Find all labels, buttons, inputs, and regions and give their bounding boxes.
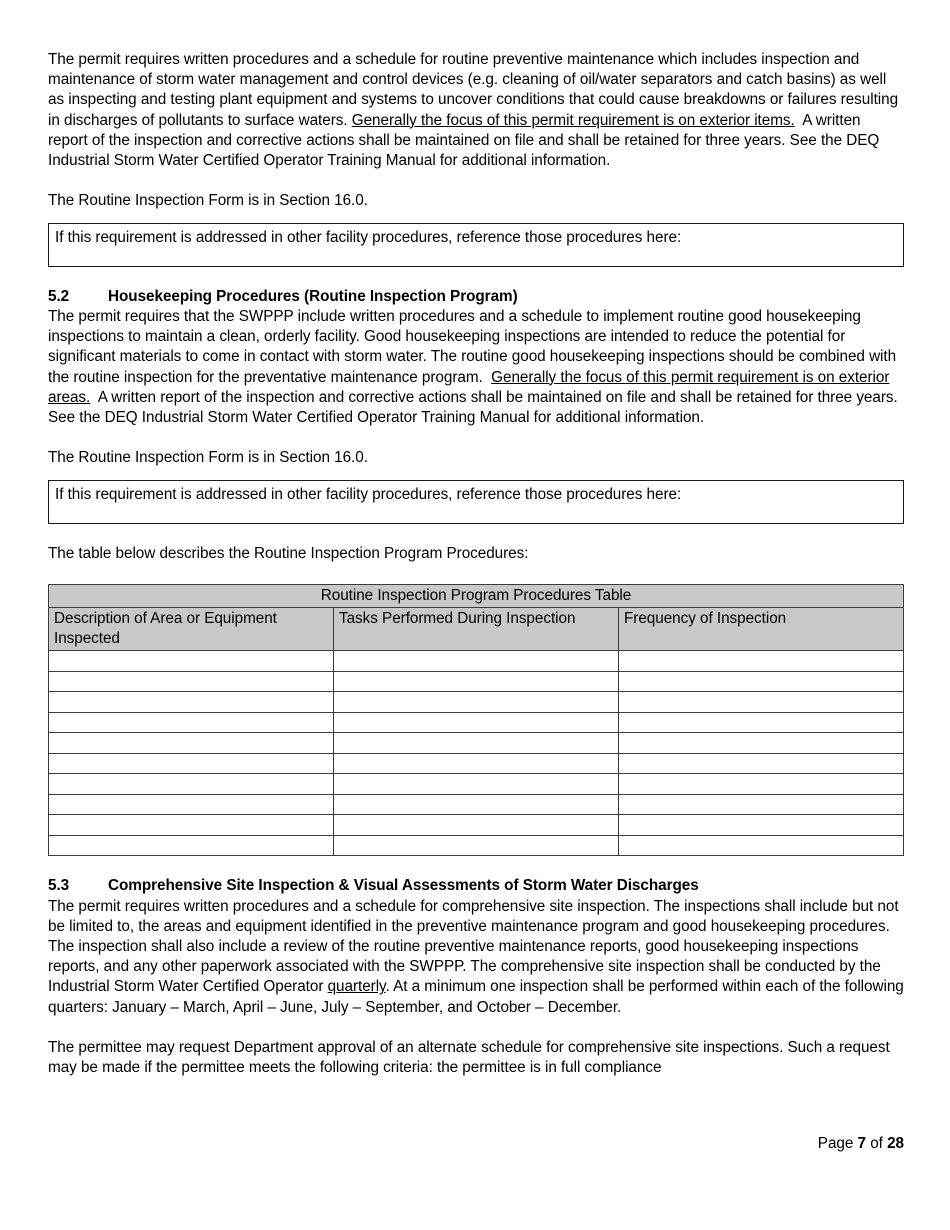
table-cell-frequency[interactable] (619, 815, 904, 836)
table-row[interactable] (49, 733, 904, 754)
table-cell-frequency[interactable] (619, 692, 904, 713)
table-cell-tasks[interactable] (334, 815, 619, 836)
routine-inspection-program-procedures-table (48, 584, 904, 856)
paragraph-alternate-schedule-request: The permittee may request Department approval of an alternate schedule for comprehensive site inspections. Such a request may be made if the permittee meets the following criteria: the permittee is in full compliance (48, 1038, 890, 1077)
box-spacer-top-1 (48, 212, 904, 223)
table-row[interactable] (49, 712, 904, 733)
table-cell-description[interactable] (49, 753, 334, 774)
note-routine-inspection-form-1: The Routine Inspection Form is in Section 16.0. (48, 192, 368, 210)
footer-total-pages: 28 (887, 1135, 904, 1152)
paragraph-spacer (48, 171, 904, 191)
table-caption: Routine Inspection Program Procedures Table (49, 585, 904, 608)
table-row[interactable] (49, 651, 904, 672)
paragraph-comprehensive-site-inspection (48, 897, 904, 1018)
paragraph-5-2-part1: The permit requires that the SWPPP include written procedures and a schedule to implement routine good housekeeping inspections to maintain a clean, orderly facility. Good housekeeping inspections are intended to reduce the potential for significant materials to come in contact with storm water. The routine good housekeeping inspections should be combined with the routine inspection for the preventative maintenance program. (48, 308, 897, 386)
table-cell-tasks[interactable] (334, 835, 619, 856)
table-column-header-frequency: Frequency of Inspection (619, 608, 904, 651)
table-caption-row (49, 585, 904, 608)
table-row[interactable] (49, 794, 904, 815)
table-cell-tasks[interactable] (334, 671, 619, 692)
table-cell-description[interactable] (49, 671, 334, 692)
table-cell-description[interactable] (49, 835, 334, 856)
table-cell-description[interactable] (49, 733, 334, 754)
footer-page-number: 7 (857, 1135, 866, 1152)
table-header-row (49, 608, 904, 651)
heading-5-2-number: 5.2 (48, 287, 70, 305)
table-cell-description[interactable] (49, 774, 334, 795)
table-cell-tasks[interactable] (334, 794, 619, 815)
table-cell-description[interactable] (49, 712, 334, 733)
table-cell-frequency[interactable] (619, 774, 904, 795)
table-row[interactable] (49, 692, 904, 713)
footer-separator: of (870, 1135, 883, 1152)
table-cell-description[interactable] (49, 692, 334, 713)
reference-procedures-box-1[interactable] (48, 223, 904, 267)
table-cell-frequency[interactable] (619, 712, 904, 733)
paragraph-underlined-quarterly: quarterly (327, 978, 386, 996)
paragraph-underlined-note-2: Generally the focus of this permit requirement is on exterior areas. (48, 368, 890, 406)
page-footer (818, 1134, 904, 1154)
table-cell-frequency[interactable] (619, 733, 904, 754)
table-spacer-bottom (48, 856, 904, 876)
paragraph-table-intro: The table below describes the Routine Inspection Program Procedures: (48, 544, 529, 562)
heading-5-3-number: 5.3 (48, 877, 70, 895)
paragraph-5-3-part1: The permit requires written procedures and a schedule for comprehensive site inspection. The inspections shall include but not be limited to, the areas and equipment identified in the preventive maintenance program and good housekeeping procedures. The inspection shall also include a review of the routine preventive maintenance reports, good housekeeping inspections reports, and any other paperwork associated with the SWPPP. The comprehensive site inspection shall be conducted by the Industrial Storm Water Certified Operator (48, 897, 899, 996)
table-cell-frequency[interactable] (619, 753, 904, 774)
table-cell-description[interactable] (49, 815, 334, 836)
table-cell-tasks[interactable] (334, 712, 619, 733)
reference-procedures-box-2[interactable] (48, 480, 904, 524)
table-column-header-tasks: Tasks Performed During Inspection (334, 608, 619, 651)
heading-section-5-3 (48, 876, 904, 896)
paragraph-5-3-part2: . At a minimum one inspection shall be performed within each of the following quarters: January – March, April – June, July – September, and October – December. (48, 978, 904, 1016)
paragraph-preventive-maintenance (48, 50, 904, 171)
table-row[interactable] (49, 815, 904, 836)
table-cell-frequency[interactable] (619, 835, 904, 856)
paragraph-text-part1: The permit requires written procedures and a schedule for routine preventive maintenance which includes inspection and maintenance of storm water management and control devices (e.g. cleaning of oil/water separators and catch basins) as well as inspecting and testing plant equipment and systems to uncover conditions that could cause breakdowns or failures resulting in discharges of pollutants to surface waters. (48, 51, 899, 129)
table-spacer-top (48, 564, 904, 584)
table-cell-frequency[interactable] (619, 651, 904, 672)
table-row[interactable] (49, 671, 904, 692)
table-cell-frequency[interactable] (619, 671, 904, 692)
table-cell-frequency[interactable] (619, 794, 904, 815)
paragraph-underlined-note-1: Generally the focus of this permit requirement is on exterior items. (351, 111, 795, 129)
section-spacer-1 (48, 267, 904, 287)
heading-5-2-title: Housekeeping Procedures (Routine Inspection Program) (108, 287, 518, 305)
table-cell-tasks[interactable] (334, 651, 619, 672)
paragraph-housekeeping (48, 307, 904, 428)
note-routine-inspection-form-2: The Routine Inspection Form is in Section 16.0. (48, 449, 368, 467)
table-cell-description[interactable] (49, 794, 334, 815)
heading-5-3-title: Comprehensive Site Inspection & Visual Assessments of Storm Water Discharges (108, 877, 699, 895)
heading-section-5-2 (48, 287, 904, 307)
paragraph-5-2-part2: A written report of the inspection and corrective actions shall be maintained on file and shall be retained for three years. See the DEQ Industrial Storm Water Certified Operator Training Manual for additional information. (48, 388, 898, 427)
table-cell-tasks[interactable] (334, 733, 619, 754)
box-spacer-top-2 (48, 469, 904, 480)
paragraph-spacer-3 (48, 1018, 904, 1038)
table-column-header-description: Description of Area or Equipment Inspected (49, 608, 334, 651)
table-row[interactable] (49, 753, 904, 774)
table-cell-tasks[interactable] (334, 692, 619, 713)
table-row[interactable] (49, 835, 904, 856)
table-cell-tasks[interactable] (334, 753, 619, 774)
section-spacer-2 (48, 524, 904, 544)
reference-box-label-2: If this requirement is addressed in other facility procedures, reference those procedures here: (55, 485, 682, 503)
footer-prefix: Page (817, 1135, 854, 1152)
paragraph-text-part2: A written report of the inspection and corrective actions shall be maintained on file and shall be retained for three years. See the DEQ Industrial Storm Water Certified Operator Training Manual for additional information. (48, 111, 880, 170)
table-row[interactable] (49, 774, 904, 795)
document-content (48, 50, 904, 1078)
table-cell-description[interactable] (49, 651, 334, 672)
table-cell-tasks[interactable] (334, 774, 619, 795)
paragraph-spacer-2 (48, 428, 904, 448)
reference-box-label-1: If this requirement is addressed in other facility procedures, reference those procedures here: (55, 228, 682, 246)
